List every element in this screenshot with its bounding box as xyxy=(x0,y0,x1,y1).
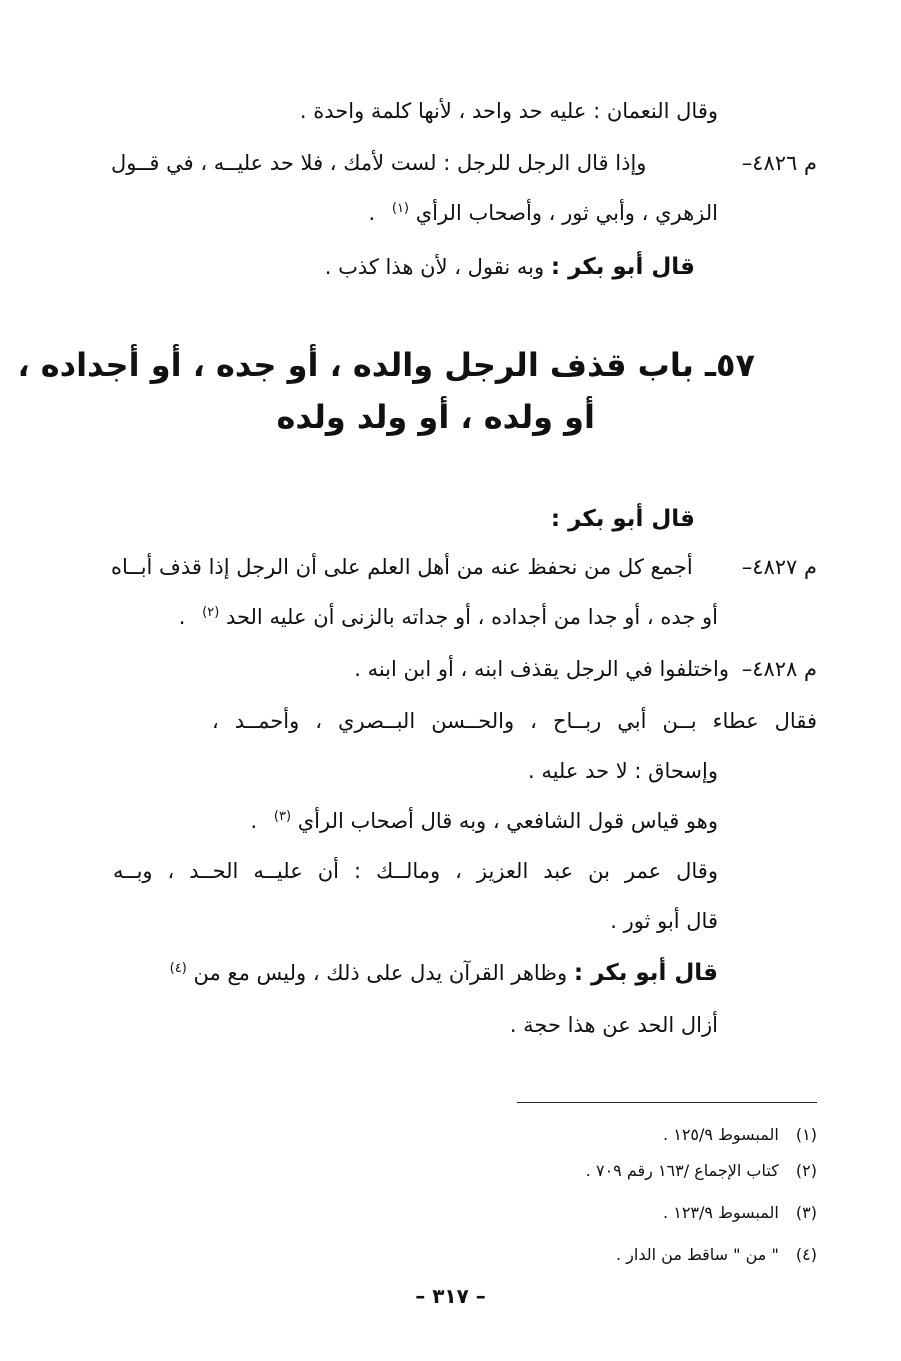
paragraph-line xyxy=(113,958,718,988)
issue-marker: م ٤٨٢٦– xyxy=(741,151,817,175)
paragraph-text: الزهري ، وأبي ثور ، وأصحاب الرأي xyxy=(415,201,718,225)
paragraph-punct: . xyxy=(250,809,258,833)
paragraph-line xyxy=(510,1010,718,1040)
chapter-heading-line-1: ٥٧ـ باب قذف الرجل والده ، أو جده ، أو أجداده ، xyxy=(17,346,755,384)
issue-marker: م ٤٨٢٨– xyxy=(741,657,817,681)
chapter-heading xyxy=(276,395,595,439)
paragraph-text: وقال النعمان : عليه حد واحد ، لأنها كلمة واحدة . xyxy=(299,99,718,123)
footnote-text: " من " ساقط من الدار . xyxy=(615,1245,779,1264)
paragraph-line xyxy=(354,654,817,684)
footnote-item xyxy=(616,1244,817,1266)
speaker-lead: قال أبو بكر : xyxy=(550,506,695,532)
paragraph-text: واختلفوا في الرجل يقذف ابنه ، أو ابن ابنه . xyxy=(354,657,729,681)
footnote-item xyxy=(663,1202,817,1224)
footnote-number: (٣) xyxy=(795,1203,817,1222)
footnote-ref[interactable]: (٢) xyxy=(202,605,220,620)
paragraph-text: وبه نقول ، لأن هذا كذب . xyxy=(324,255,545,279)
paragraph-line xyxy=(212,706,817,736)
paragraph-text: وإذا قال الرجل للرجل : لست لأمك ، فلا حد عليــه ، في قــول xyxy=(111,151,647,175)
speaker-lead: قال أبو بكر : xyxy=(573,960,718,986)
footnote-text: كتاب الإجماع /١٦٣ رقم ٧٠٩ . xyxy=(585,1161,779,1180)
issue-marker: م ٤٨٢٧– xyxy=(741,555,817,579)
paragraph-punct: . xyxy=(368,201,376,225)
paragraph-text: فقال عطاء بــن أبي ربــاح ، والحــسن البــصري ، وأحمــد ، xyxy=(212,709,817,733)
footnote-number: (٢) xyxy=(795,1161,817,1180)
paragraph-line xyxy=(551,504,695,534)
paragraph-line xyxy=(325,252,695,282)
paragraph-line xyxy=(111,148,817,178)
paragraph-text: أجمع كل من نحفظ عنه من أهل العلم على أن الرجل إذا قذف أبــاه xyxy=(111,555,693,579)
footnote-number: (١) xyxy=(795,1125,817,1144)
paragraph-line xyxy=(251,806,718,836)
paragraph-text: أو جده ، أو جدا من أجداده ، أو جداته بالزنى أن عليه الحد xyxy=(225,605,718,629)
paragraph-text: وظاهر القرآن يدل على ذلك ، وليس مع من xyxy=(193,961,568,985)
paragraph-text: قال أبو ثور . xyxy=(610,909,718,933)
paragraph-line xyxy=(111,552,817,582)
footnote-divider xyxy=(517,1102,817,1103)
paragraph-line xyxy=(300,96,718,126)
footnote-ref[interactable]: (٤) xyxy=(169,961,187,976)
paragraph-line xyxy=(610,906,718,936)
footnote-text: المبسوط ١٢٣/٩ . xyxy=(663,1203,779,1222)
footnote-number: (٤) xyxy=(795,1245,817,1264)
paragraph-text: وهو قياس قول الشافعي ، وبه قال أصحاب الرأي xyxy=(297,809,718,833)
paragraph-text: وإسحاق : لا حد عليه . xyxy=(527,759,718,783)
chapter-heading-line-2: أو ولده ، أو ولد ولده xyxy=(276,398,595,436)
footnote-ref[interactable]: (٣) xyxy=(273,809,292,824)
chapter-heading xyxy=(17,343,755,387)
paragraph-line xyxy=(179,602,718,632)
paragraph-line xyxy=(528,756,718,786)
footnote-item xyxy=(586,1160,817,1182)
page-number: – ٣١٧ – xyxy=(415,1284,486,1308)
paragraph-text: وقال عمر بن عبد العزيز ، ومالــك : أن عليــه الحــد ، وبــه xyxy=(113,859,718,883)
paragraph-text: أزال الحد عن هذا حجة . xyxy=(509,1013,718,1037)
paragraph-line xyxy=(113,856,718,886)
footnote-text: المبسوط ١٢٥/٩ . xyxy=(663,1125,779,1144)
footnote-ref[interactable]: (١) xyxy=(391,201,409,216)
paragraph-punct: . xyxy=(178,605,186,629)
footnote-item xyxy=(663,1124,817,1146)
speaker-lead: قال أبو بكر : xyxy=(550,254,695,280)
paragraph-line xyxy=(368,198,718,228)
